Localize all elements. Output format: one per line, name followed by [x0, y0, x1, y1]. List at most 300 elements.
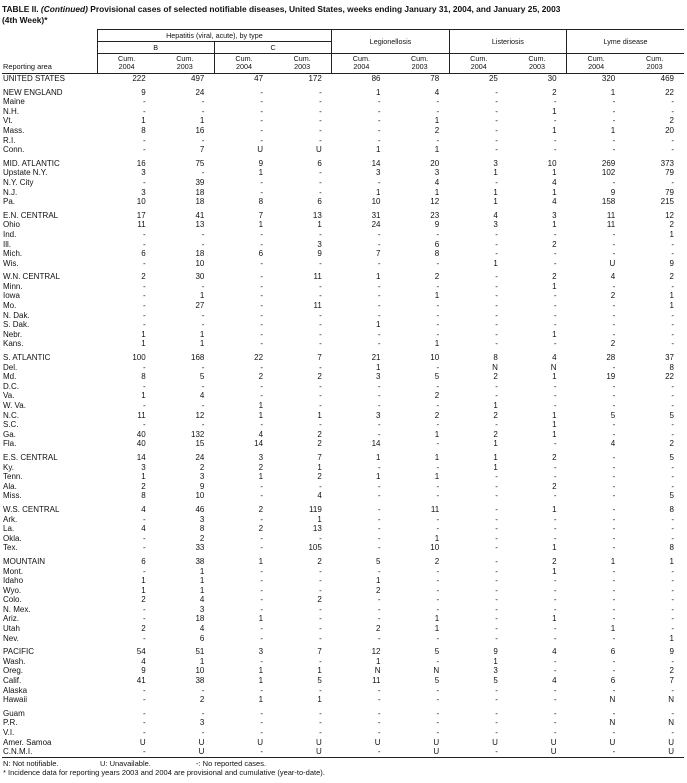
table-row: [2, 543, 684, 553]
value-cell: -: [377, 708, 381, 718]
value-cell: 4: [434, 87, 440, 97]
value-cell: 1: [552, 168, 557, 178]
value-cell: 9: [141, 87, 146, 97]
table-row: [2, 463, 684, 473]
value-cell: 1: [317, 410, 322, 420]
value-cell: -: [201, 708, 205, 718]
value-cell: 46: [195, 504, 205, 514]
notifiable-diseases-table: [2, 29, 684, 758]
hepatitis-group-header: Hepatitis (viral, acute), by type: [97, 30, 332, 42]
value-cell: -: [671, 624, 674, 634]
table-row: [2, 291, 684, 301]
reporting-area-cell: Ga.: [3, 429, 16, 439]
value-cell: N: [668, 695, 674, 705]
value-cell: -: [612, 728, 616, 737]
value-cell: N: [492, 362, 498, 372]
value-cell: -: [319, 481, 322, 491]
reporting-area-cell: Ky.: [3, 462, 14, 472]
value-cell: 11: [606, 210, 616, 220]
value-cell: -: [377, 310, 381, 320]
value-cell: -: [319, 329, 322, 339]
value-cell: 1: [552, 106, 557, 116]
table-row: [2, 676, 684, 686]
value-cell: -: [495, 533, 498, 543]
value-cell: N: [433, 666, 440, 676]
value-cell: 1: [199, 585, 205, 595]
value-cell: -: [436, 514, 440, 524]
value-cell: 12: [665, 210, 674, 220]
value-cell: 2: [669, 272, 674, 282]
value-cell: 31: [371, 210, 381, 220]
value-cell: U: [156, 747, 215, 757]
value-cell: 1: [376, 187, 381, 197]
value-cell: -: [553, 514, 557, 524]
value-cell: 4: [610, 439, 616, 449]
value-cell: -: [260, 97, 264, 107]
value-cell: -: [612, 566, 616, 576]
value-cell: -: [260, 339, 264, 349]
value-cell: -: [612, 543, 616, 553]
value-cell: 23: [430, 210, 440, 220]
reporting-area-cell: N.H.: [3, 106, 19, 116]
reporting-area-cell: Ohio: [3, 220, 20, 230]
column-header-cum: Cum. 2003: [508, 54, 567, 74]
value-cell: 14: [371, 158, 381, 168]
value-cell: -: [143, 604, 146, 614]
value-cell: -: [436, 604, 440, 614]
value-cell: U: [316, 737, 322, 747]
value-cell: 8: [434, 249, 440, 259]
value-cell: -: [260, 576, 264, 586]
value-cell: -: [553, 258, 557, 268]
value-cell: -: [553, 728, 557, 737]
value-cell: 1: [493, 439, 498, 449]
value-cell: 2: [317, 556, 322, 566]
value-cell: -: [612, 320, 616, 330]
value-cell: -: [553, 708, 557, 718]
value-cell: 1: [199, 566, 205, 576]
value-cell: N: [550, 362, 557, 372]
reporting-area-cell: Tex.: [3, 543, 18, 553]
value-cell: -: [260, 656, 264, 666]
value-cell: -: [260, 187, 264, 197]
value-cell: -: [377, 177, 381, 187]
value-cell: -: [97, 747, 156, 757]
value-cell: -: [201, 135, 205, 145]
value-cell: 5: [434, 647, 440, 657]
value-cell: -: [143, 258, 146, 268]
table-body: [2, 74, 684, 758]
value-cell: -: [260, 258, 264, 268]
value-cell: -: [319, 718, 322, 728]
value-cell: -: [143, 106, 146, 116]
value-cell: -: [553, 491, 557, 501]
table-row: [2, 439, 684, 449]
reporting-area-cell: Kans.: [3, 339, 24, 349]
reporting-area-cell: C.N.M.I.: [2, 747, 97, 757]
reporting-area-cell: Ark.: [3, 514, 18, 524]
value-cell: -: [612, 524, 616, 534]
value-cell: -: [495, 116, 498, 126]
table-row: [2, 188, 684, 198]
value-cell: -: [612, 633, 616, 643]
value-cell: 1: [258, 676, 264, 686]
value-cell: 1: [141, 329, 146, 339]
value-cell: -: [553, 718, 557, 728]
value-cell: 11: [606, 220, 616, 230]
value-cell: 3: [493, 666, 498, 676]
table-title-week: (4th Week)*: [2, 14, 48, 25]
reporting-area-cell: Nev.: [3, 633, 19, 643]
reporting-area-cell: MID. ATLANTIC: [3, 158, 60, 168]
value-cell: 3: [376, 410, 381, 420]
value-cell: 158: [601, 197, 616, 207]
value-cell: 1: [493, 452, 498, 462]
table-row-region: [2, 453, 684, 463]
value-cell: 1: [317, 695, 322, 705]
value-cell: 2: [552, 239, 557, 249]
value-cell: 4: [552, 647, 557, 657]
value-cell: 3: [493, 220, 498, 230]
value-cell: -: [612, 420, 616, 430]
value-cell: 1: [552, 504, 557, 514]
table-row: [2, 382, 684, 392]
value-cell: -: [260, 272, 264, 282]
reporting-area-cell: W. Va.: [3, 401, 26, 410]
reporting-area-cell: Colo.: [3, 595, 22, 605]
value-cell: -: [319, 633, 322, 643]
value-cell: 3: [199, 514, 205, 524]
value-cell: N: [609, 718, 616, 728]
value-cell: 2: [258, 462, 264, 472]
value-cell: 4: [258, 429, 264, 439]
value-cell: -: [671, 472, 674, 482]
value-cell: 7: [376, 249, 381, 259]
value-cell: 2: [493, 429, 498, 439]
value-cell: 9: [258, 158, 264, 168]
value-cell: -: [260, 291, 264, 301]
value-cell: -: [319, 281, 322, 291]
table-row-region: [2, 557, 684, 567]
value-cell: -: [553, 401, 557, 410]
value-cell: -: [377, 514, 381, 524]
value-cell: 2: [552, 272, 557, 282]
value-cell: -: [436, 656, 440, 666]
value-cell: 4: [552, 197, 557, 207]
value-cell: -: [260, 116, 264, 126]
table-row: [2, 168, 684, 178]
value-cell: -: [436, 595, 440, 605]
value-cell: 10: [547, 158, 557, 168]
value-cell: 1: [141, 339, 146, 349]
value-cell: 2: [317, 439, 322, 449]
value-cell: -: [319, 258, 322, 268]
value-cell: -: [319, 310, 322, 320]
value-cell: -: [260, 595, 264, 605]
table-row: [2, 97, 684, 107]
value-cell: -: [201, 168, 205, 178]
value-cell: -: [143, 685, 146, 695]
value-cell: 320: [601, 74, 616, 83]
value-cell: 1: [493, 168, 498, 178]
value-cell: -: [436, 728, 440, 737]
reporting-area-cell: Ill.: [3, 239, 11, 249]
value-cell: 12: [430, 197, 440, 207]
value-cell: -: [671, 524, 674, 534]
value-cell: 1: [434, 145, 440, 155]
reporting-area-cell: Vt.: [3, 116, 13, 126]
value-cell: 1: [552, 187, 557, 197]
value-cell: -: [671, 462, 674, 472]
value-cell: 5: [669, 452, 674, 462]
reporting-area-cell: E.S. CENTRAL: [3, 452, 58, 462]
value-cell: -: [495, 472, 498, 482]
value-cell: 3: [552, 210, 557, 220]
value-cell: -: [612, 106, 616, 116]
value-cell: 22: [665, 87, 674, 97]
value-cell: -: [553, 291, 557, 301]
value-cell: -: [671, 514, 674, 524]
table-row: [2, 391, 684, 401]
value-cell: 2: [669, 220, 674, 230]
value-cell: 2: [552, 481, 557, 491]
value-cell: -: [377, 462, 381, 472]
value-cell: -: [214, 747, 273, 757]
value-cell: -: [319, 533, 322, 543]
value-cell: 79: [665, 187, 674, 197]
reporting-area-cell: UNITED STATES: [3, 74, 65, 83]
value-cell: 12: [195, 410, 205, 420]
value-cell: U: [374, 737, 381, 747]
value-cell: 1: [434, 533, 440, 543]
table-row: [2, 657, 684, 667]
value-cell: 1: [669, 229, 674, 239]
value-cell: -: [671, 728, 674, 737]
reporting-area-cell: Iowa: [3, 291, 20, 301]
value-cell: -: [553, 633, 557, 643]
reporting-area-cell: Guam: [3, 708, 25, 718]
value-cell: -: [612, 481, 616, 491]
value-cell: -: [553, 604, 557, 614]
value-cell: -: [260, 229, 264, 239]
table-row: [2, 728, 684, 738]
value-cell: 2: [610, 291, 616, 301]
value-cell: -: [553, 116, 557, 126]
value-cell: -: [612, 135, 616, 145]
value-cell: 2: [493, 372, 498, 382]
table-title: [2, 4, 684, 25]
value-cell: -: [260, 481, 264, 491]
reporting-area-cell: N.J.: [3, 187, 18, 197]
value-cell: 2: [141, 624, 146, 634]
value-cell: 5: [434, 372, 440, 382]
value-cell: -: [495, 339, 498, 349]
table-row: [2, 197, 684, 207]
value-cell: 4: [141, 656, 146, 666]
value-cell: -: [319, 401, 322, 410]
value-cell: 9: [141, 666, 146, 676]
value-cell: -: [495, 87, 498, 97]
value-cell: -: [495, 718, 498, 728]
value-cell: -: [143, 728, 146, 737]
value-cell: -: [671, 177, 674, 187]
value-cell: 2: [376, 624, 381, 634]
value-cell: -: [377, 685, 381, 695]
value-cell: -: [612, 97, 616, 107]
value-cell: -: [143, 614, 146, 624]
value-cell: -: [201, 281, 205, 291]
reporting-area-cell: R.I.: [3, 135, 16, 145]
value-cell: -: [495, 491, 498, 501]
value-cell: -: [260, 362, 264, 372]
value-cell: -: [377, 106, 381, 116]
value-cell: -: [671, 239, 674, 249]
value-cell: 102: [601, 168, 616, 178]
value-cell: -: [143, 281, 146, 291]
value-cell: -: [260, 87, 264, 97]
value-cell: 172: [308, 74, 322, 83]
value-cell: 1: [434, 429, 440, 439]
value-cell: -: [377, 524, 381, 534]
value-cell: -: [553, 585, 557, 595]
value-cell: -: [260, 125, 264, 135]
value-cell: 39: [195, 177, 205, 187]
value-cell: -: [671, 604, 674, 614]
value-cell: 4: [552, 177, 557, 187]
value-cell: 168: [191, 353, 205, 363]
value-cell: -: [612, 362, 616, 372]
reporting-area-cell: Alaska: [3, 685, 28, 695]
value-cell: -: [143, 514, 146, 524]
value-cell: -: [436, 491, 440, 501]
reporting-area-cell: Okla.: [3, 533, 22, 543]
value-cell: 1: [141, 576, 146, 586]
value-cell: -: [319, 656, 322, 666]
value-cell: 4: [552, 353, 557, 363]
value-cell: 14: [136, 452, 146, 462]
value-cell: 1: [317, 462, 322, 472]
table-row: [2, 320, 684, 330]
reporting-area-cell: Ala.: [3, 481, 17, 491]
value-cell: -: [377, 391, 381, 401]
value-cell: 14: [254, 439, 264, 449]
value-cell: 2: [669, 666, 674, 676]
reporting-area-cell: Idaho: [3, 576, 24, 586]
value-cell: -: [495, 595, 498, 605]
value-cell: -: [201, 401, 205, 410]
value-cell: 10: [136, 197, 146, 207]
value-cell: 1: [376, 362, 381, 372]
value-cell: -: [260, 135, 264, 145]
value-cell: -: [201, 239, 205, 249]
value-cell: 4: [552, 676, 557, 686]
value-cell: -: [495, 614, 498, 624]
value-cell: -: [377, 695, 381, 705]
table-row: [2, 259, 684, 269]
value-cell: -: [319, 604, 322, 614]
value-cell: 2: [317, 472, 322, 482]
reporting-area-cell: Mont.: [3, 566, 24, 576]
value-cell: 5: [610, 410, 616, 420]
value-cell: -: [436, 401, 440, 410]
value-cell: 269: [601, 158, 616, 168]
value-cell: -: [495, 229, 498, 239]
table-row: [2, 126, 684, 136]
value-cell: -: [377, 97, 381, 107]
value-cell: 20: [430, 158, 440, 168]
value-cell: -: [495, 281, 498, 291]
table-row-region: [2, 88, 684, 98]
value-cell: -: [143, 291, 146, 301]
value-cell: -: [612, 604, 616, 614]
value-cell: 6: [258, 249, 264, 259]
table-title-continued: (Continued): [38, 4, 88, 14]
value-cell: 1: [610, 624, 616, 634]
value-cell: -: [319, 391, 322, 401]
value-cell: U: [625, 747, 684, 757]
value-cell: 9: [669, 258, 674, 268]
value-cell: U: [668, 737, 674, 747]
value-cell: -: [495, 624, 498, 634]
value-cell: -: [612, 472, 616, 482]
table-row: [2, 411, 684, 421]
value-cell: -: [319, 362, 322, 372]
table-row-region: [2, 272, 684, 282]
value-cell: -: [143, 97, 146, 107]
reporting-area-cell: S. ATLANTIC: [3, 353, 51, 363]
table-header: [2, 30, 684, 74]
value-cell: 3: [141, 462, 146, 472]
value-cell: -: [449, 747, 508, 757]
value-cell: -: [377, 718, 381, 728]
value-cell: 1: [258, 472, 264, 482]
reporting-area-cell: Pa.: [3, 197, 16, 207]
value-cell: 373: [660, 158, 674, 168]
table-row-region: [2, 211, 684, 221]
value-cell: -: [495, 585, 498, 595]
value-cell: 5: [669, 491, 674, 501]
value-cell: -: [612, 329, 616, 339]
value-cell: -: [143, 320, 146, 330]
table-row-region: [2, 159, 684, 169]
value-cell: -: [143, 310, 146, 320]
value-cell: 7: [317, 452, 322, 462]
value-cell: -: [143, 177, 146, 187]
value-cell: 1: [258, 614, 264, 624]
value-cell: -: [495, 135, 498, 145]
value-cell: U: [198, 737, 205, 747]
value-cell: 1: [552, 410, 557, 420]
value-cell: 1: [434, 614, 440, 624]
value-cell: -: [612, 533, 616, 543]
table-row: [2, 576, 684, 586]
value-cell: -: [260, 301, 264, 311]
value-cell: -: [495, 695, 498, 705]
value-cell: 15: [195, 439, 205, 449]
value-cell: 2: [199, 695, 205, 705]
value-cell: -: [612, 614, 616, 624]
value-cell: -: [553, 524, 557, 534]
value-cell: 1: [199, 339, 205, 349]
value-cell: 24: [195, 452, 205, 462]
value-cell: 105: [308, 543, 322, 553]
value-cell: 1: [258, 556, 264, 566]
value-cell: -: [332, 747, 391, 757]
value-cell: -: [436, 135, 440, 145]
value-cell: 1: [141, 116, 146, 126]
value-cell: 8: [141, 372, 146, 382]
value-cell: -: [436, 329, 440, 339]
